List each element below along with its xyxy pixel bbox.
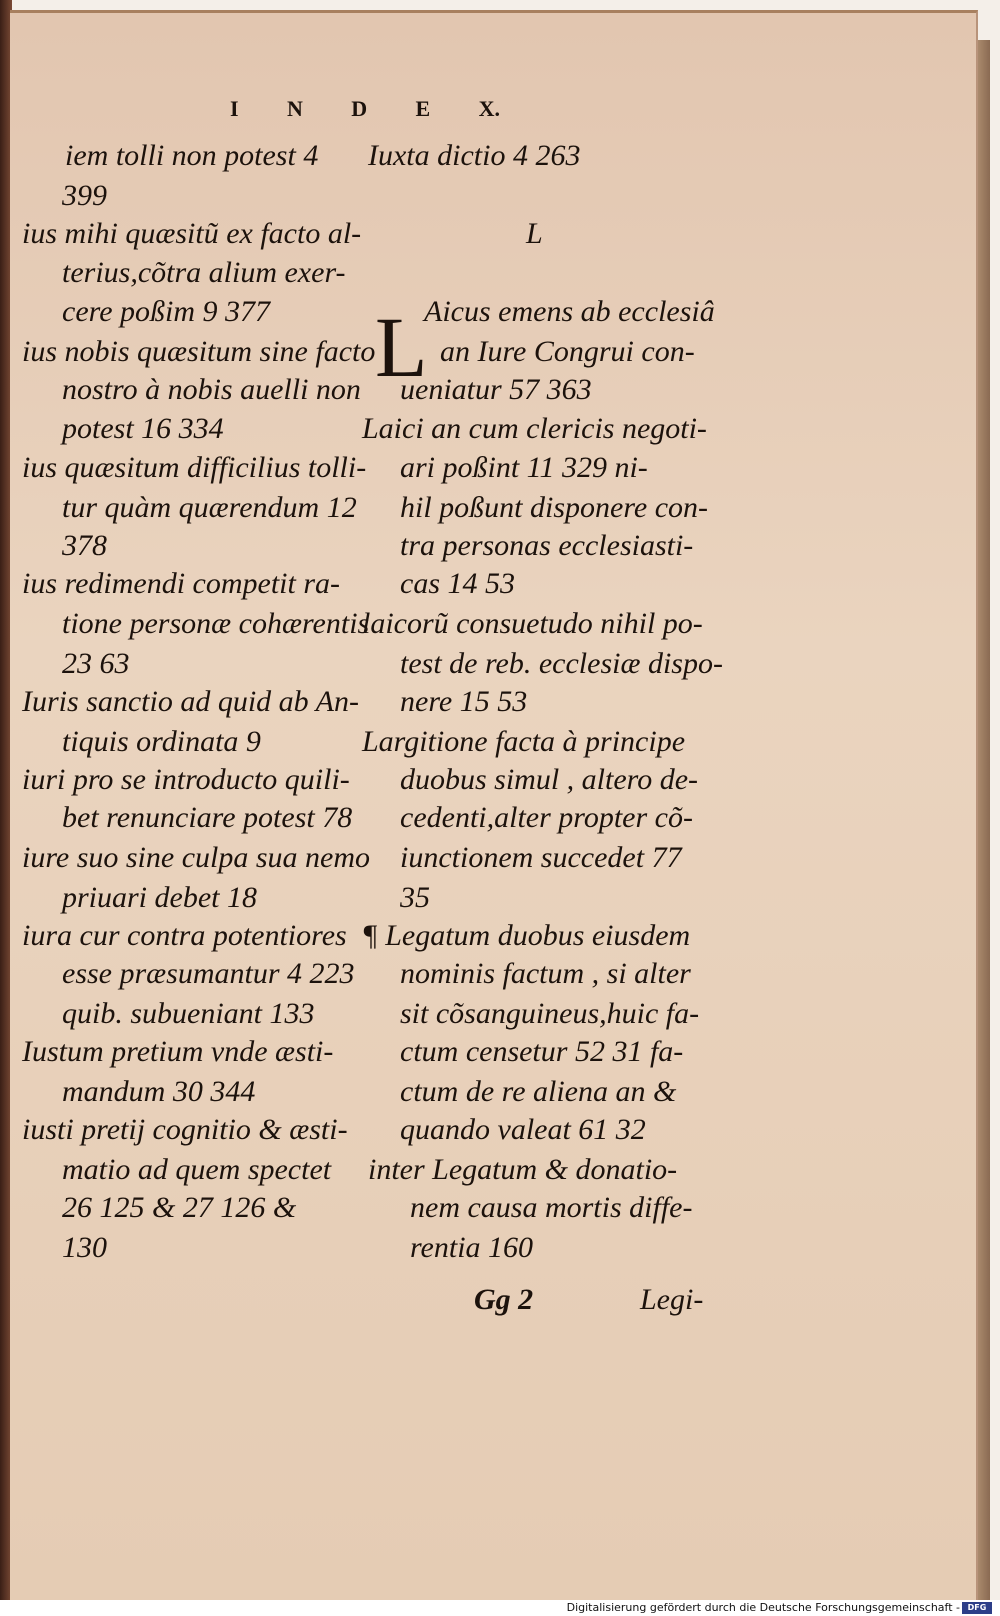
index-entry: tiquis ordinata 9 <box>62 725 261 758</box>
index-entry: terius,cõtra alium exer- <box>62 256 346 289</box>
index-entry: ius redimendi competit ra- <box>22 567 341 600</box>
index-entry: tur quàm quærendum 12 <box>62 491 357 524</box>
header-letter: I <box>230 96 239 121</box>
header-letter: N <box>286 96 303 121</box>
index-entry: nem causa mortis diffe- <box>410 1191 693 1224</box>
header-letter: X. <box>478 96 500 121</box>
index-entry: 35 <box>400 881 430 914</box>
digitization-credit: Digitalisierung gefördert durch die Deutsche Forschungsgemeinschaft - <box>566 1601 960 1614</box>
index-entry: inter Legatum & donatio- <box>368 1153 678 1186</box>
index-entry: nostro à nobis auelli non <box>62 373 361 406</box>
index-entry: iunctionem succedet 77 <box>400 841 682 874</box>
index-entry: potest 16 334 <box>62 412 224 445</box>
index-entry: Iustum pretium vnde æsti- <box>22 1035 334 1068</box>
index-entry: 26 125 & 27 126 & <box>62 1191 297 1224</box>
index-entry: sit cõsanguineus,huic fa- <box>400 997 700 1030</box>
index-entry: cere poßim 9 377 <box>62 295 271 328</box>
index-entry: ctum de re aliena an & <box>400 1075 677 1108</box>
index-entry: 399 <box>62 179 107 212</box>
index-entry: laicorũ consuetudo nihil po- <box>362 607 703 640</box>
index-entry: bet renunciare potest 78 <box>62 801 353 834</box>
index-entry: iem tolli non potest 4 <box>65 139 319 172</box>
index-entry: quando valeat 61 32 <box>400 1113 646 1146</box>
index-entry: nere 15 53 <box>400 685 528 718</box>
index-entry: esse præsumantur 4 223 <box>62 957 355 990</box>
header-letter: E <box>415 96 431 121</box>
signature-mark: Gg 2 <box>474 1283 534 1316</box>
index-entry: ueniatur 57 363 <box>400 373 592 406</box>
index-entry: an Iure Congrui con- <box>440 335 695 368</box>
index-entry: Iuxta dictio 4 263 <box>368 139 581 172</box>
index-entry: ¶ Legatum duobus eiusdem <box>362 919 691 952</box>
index-entry: duobus simul , altero de- <box>400 763 699 796</box>
index-entry: Iuris sanctio ad quid ab An- <box>22 685 359 718</box>
dfg-logo: DFG <box>962 1602 992 1614</box>
header-letter: D <box>351 96 368 121</box>
index-entry: 378 <box>62 529 107 562</box>
index-entry: cas 14 53 <box>400 567 515 600</box>
index-entry: hil poßunt disponere con- <box>400 491 709 524</box>
index-entry: quib. subueniant 133 <box>62 997 315 1030</box>
drop-cap-initial: L <box>375 299 428 395</box>
index-entry: priuari debet 18 <box>62 881 257 914</box>
index-entry: tione personæ cohærentis <box>62 607 370 640</box>
index-entry: matio ad quem spectet <box>62 1153 332 1186</box>
index-entry: test de reb. ecclesiæ dispo- <box>400 647 723 680</box>
index-entry: iura cur contra potentiores <box>22 919 347 952</box>
index-entry: iusti pretij cognitio & æsti- <box>22 1113 348 1146</box>
index-entry: ius mihi quæsitũ ex facto al- <box>22 217 362 250</box>
index-entry: tra personas ecclesiasti- <box>400 529 694 562</box>
catchword: Legi- <box>640 1283 704 1316</box>
index-entry: 130 <box>62 1231 107 1264</box>
index-entry: rentia 160 <box>410 1231 534 1264</box>
index-entry: iure suo sine culpa sua nemo <box>22 841 371 874</box>
index-entry: cedenti,alter propter cõ- <box>400 801 693 834</box>
index-entry: Aicus emens ab ecclesiâ <box>424 295 715 328</box>
index-entry: nominis factum , si alter <box>400 957 691 990</box>
index-entry: ctum censetur 52 31 fa- <box>400 1035 684 1068</box>
index-entry: iuri pro se introducto quili- <box>22 763 350 796</box>
index-entry: mandum 30 344 <box>62 1075 256 1108</box>
index-entry: ari poßint 11 329 ni- <box>400 451 648 484</box>
index-entry: ius quæsitum difficilius tolli- <box>22 451 367 484</box>
index-entry: 23 63 <box>62 647 130 680</box>
index-entry: Largitione facta à principe <box>362 725 686 758</box>
running-header <box>230 96 500 122</box>
section-letter: L <box>526 217 543 250</box>
index-entry: Laici an cum clericis negoti- <box>362 412 707 445</box>
index-entry: ius nobis quæsitum sine facto <box>22 335 376 368</box>
